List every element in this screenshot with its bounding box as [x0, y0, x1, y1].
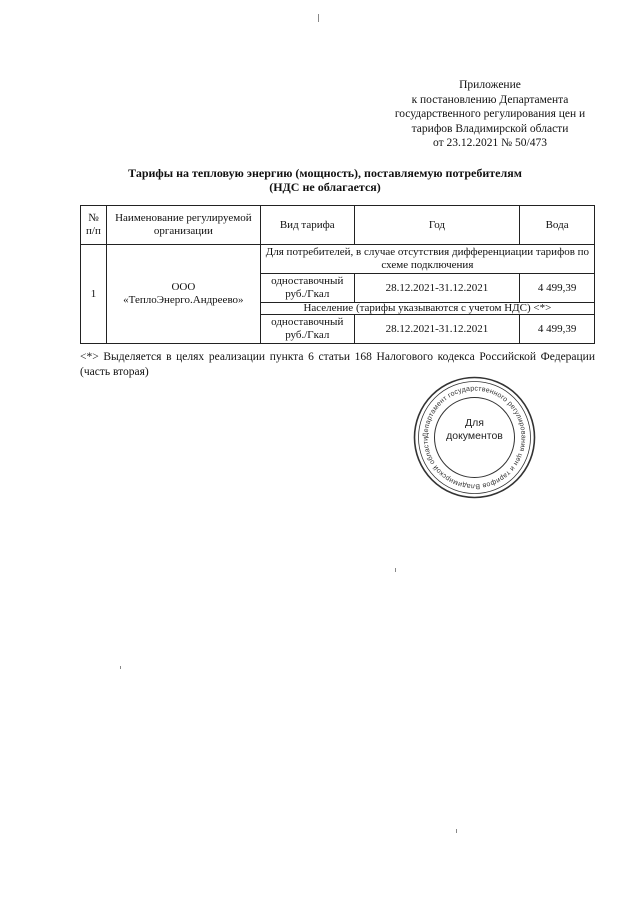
header-water: Вода: [520, 206, 595, 245]
org-line: «ТеплоЭнерго.Андреево»: [123, 294, 244, 306]
title-line: Тарифы на тепловую энергию (мощность), поставляемую потребителям: [128, 166, 522, 180]
type-line: руб./Гкал: [285, 329, 330, 341]
cell-num: 1: [81, 245, 107, 344]
cell-period: 28.12.2021-31.12.2021: [354, 315, 519, 344]
appendix-block: [360, 78, 620, 151]
header-org: Наименование регулируемой организации: [106, 206, 260, 245]
appendix-line: тарифов Владимирской области: [411, 122, 569, 135]
scan-speck: [318, 14, 319, 22]
appendix-date-line: от 23.12.2021 № 50/473: [433, 137, 547, 149]
type-line: одноставочный: [271, 316, 344, 328]
stamp-label-line: Для: [465, 417, 484, 429]
scan-speck: [395, 568, 396, 572]
scan-speck: [456, 829, 457, 833]
org-line: ООО: [171, 281, 196, 293]
cell-group-consumers: Для потребителей, в случае отсутствия дифференциации тарифов по схеме подключения: [260, 245, 594, 274]
type-line: руб./Гкал: [285, 288, 330, 300]
cell-group-population: Население (тарифы указываются с учетом НДС) <*>: [260, 303, 594, 315]
tariff-table: [80, 205, 595, 344]
cell-value: 4 499,39: [520, 315, 595, 344]
header-num: № п/п: [81, 206, 107, 245]
table-row: [81, 245, 595, 274]
cell-period: 28.12.2021-31.12.2021: [354, 274, 519, 303]
cell-type: [260, 274, 354, 303]
appendix-line: к постановлению Департамента: [411, 93, 569, 106]
cell-value: 4 499,39: [520, 274, 595, 303]
footnote: <*> Выделяется в целях реализации пункта 6 статьи 168 Налогового кодекса Российской Федерации (часть вторая): [80, 351, 595, 378]
appendix-line: Приложение: [459, 79, 521, 91]
cell-type: [260, 315, 354, 344]
stamp-label: [412, 417, 537, 443]
official-stamp: [412, 375, 537, 500]
type-line: одноставочный: [271, 275, 344, 287]
title-line: (НДС не облагается): [269, 180, 381, 194]
stamp-label-line: документов: [446, 430, 503, 442]
stamp-ring-text: Департамент государственного регулирования цен и тарифов Владимирской области: [422, 385, 527, 490]
header-type: Вид тарифа: [260, 206, 354, 245]
table-header-row: [81, 206, 595, 245]
appendix-line: государственного регулирования цен и: [394, 108, 586, 120]
header-year: Год: [354, 206, 519, 245]
document-title: [60, 166, 590, 194]
cell-org: [106, 245, 260, 344]
scan-speck: [120, 666, 121, 669]
